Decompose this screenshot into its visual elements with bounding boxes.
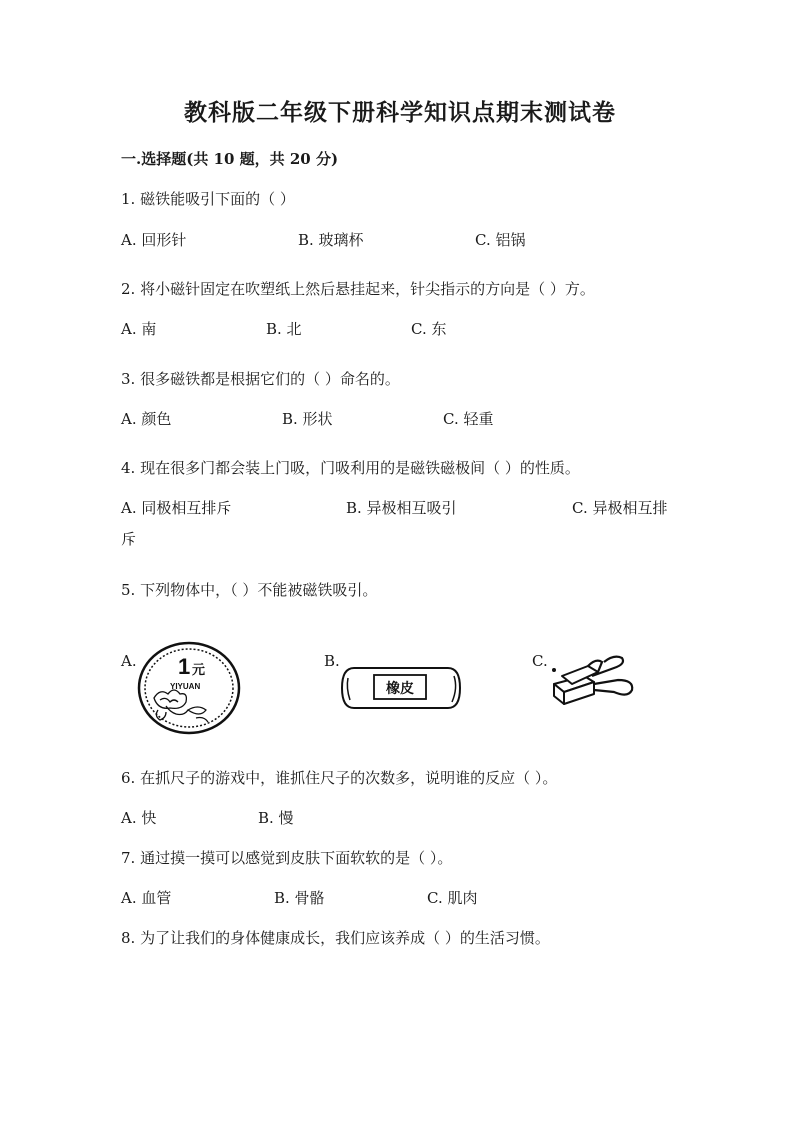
question-7: 7. 通过摸一摸可以感觉到皮肤下面软软的是（ ）。	[121, 849, 453, 867]
q5-option-a: A.	[121, 652, 137, 670]
question-5: 5. 下列物体中，（ ）不能被磁铁吸引。	[121, 581, 378, 599]
q4-option-c-wrap: 斥	[121, 530, 137, 548]
coin-yuan-char: 元	[192, 663, 206, 678]
q7-option-b: B. 骨骼	[274, 889, 325, 907]
q6-option-a: A. 快	[121, 809, 157, 827]
question-1: 1. 磁铁能吸引下面的（ ）	[121, 190, 295, 208]
question-8: 8. 为了让我们的身体健康成长，我们应该养成（ ）的生活习惯。	[121, 929, 550, 947]
q4-option-b: B. 异极相互吸引	[346, 499, 457, 517]
q3-option-a: A. 颜色	[121, 410, 172, 428]
q1-option-c: C. 铝锅	[475, 231, 526, 249]
q5-option-b: B.	[324, 652, 340, 670]
q1-option-a: A. 回形针	[121, 231, 187, 249]
q7-option-a: A. 血管	[121, 889, 172, 907]
section-heading: 一.选择题(共 10 题，共 20 分)	[121, 150, 339, 168]
q6-option-b: B. 慢	[258, 809, 294, 827]
page-title: 教科版二年级下册科学知识点期末测试卷	[184, 99, 616, 126]
coin-numeral: 1	[178, 654, 191, 679]
eraser-icon	[338, 662, 464, 714]
question-6: 6. 在抓尺子的游戏中，谁抓住尺子的次数多，说明谁的反应（ ）。	[121, 769, 558, 787]
q3-option-b: B. 形状	[282, 410, 333, 428]
eraser-label: 橡皮	[386, 681, 414, 697]
question-4: 4. 现在很多门都会装上门吸，门吸利用的是磁铁磁极间（ ）的性质。	[121, 459, 580, 477]
question-3: 3. 很多磁铁都是根据它们的（ ）命名的。	[121, 370, 400, 388]
q5-option-c: C.	[532, 652, 548, 670]
one-yuan-coin-icon	[136, 640, 242, 736]
q2-option-b: B. 北	[266, 320, 302, 338]
question-2: 2. 将小磁针固定在吹塑纸上然后悬挂起来，针尖指示的方向是（ ）方。	[121, 280, 595, 298]
q4-option-a: A. 同极相互排斥	[121, 499, 232, 517]
q1-option-b: B. 玻璃杯	[298, 231, 364, 249]
coin-yiyuan-text: YIYUAN	[170, 682, 201, 691]
q7-option-c: C. 肌肉	[427, 889, 478, 907]
q2-option-c: C. 东	[411, 320, 447, 338]
q3-option-c: C. 轻重	[443, 410, 494, 428]
q4-option-c: C. 异极相互排	[572, 499, 668, 517]
binder-clip-icon	[548, 654, 640, 712]
q2-option-a: A. 南	[121, 320, 157, 338]
